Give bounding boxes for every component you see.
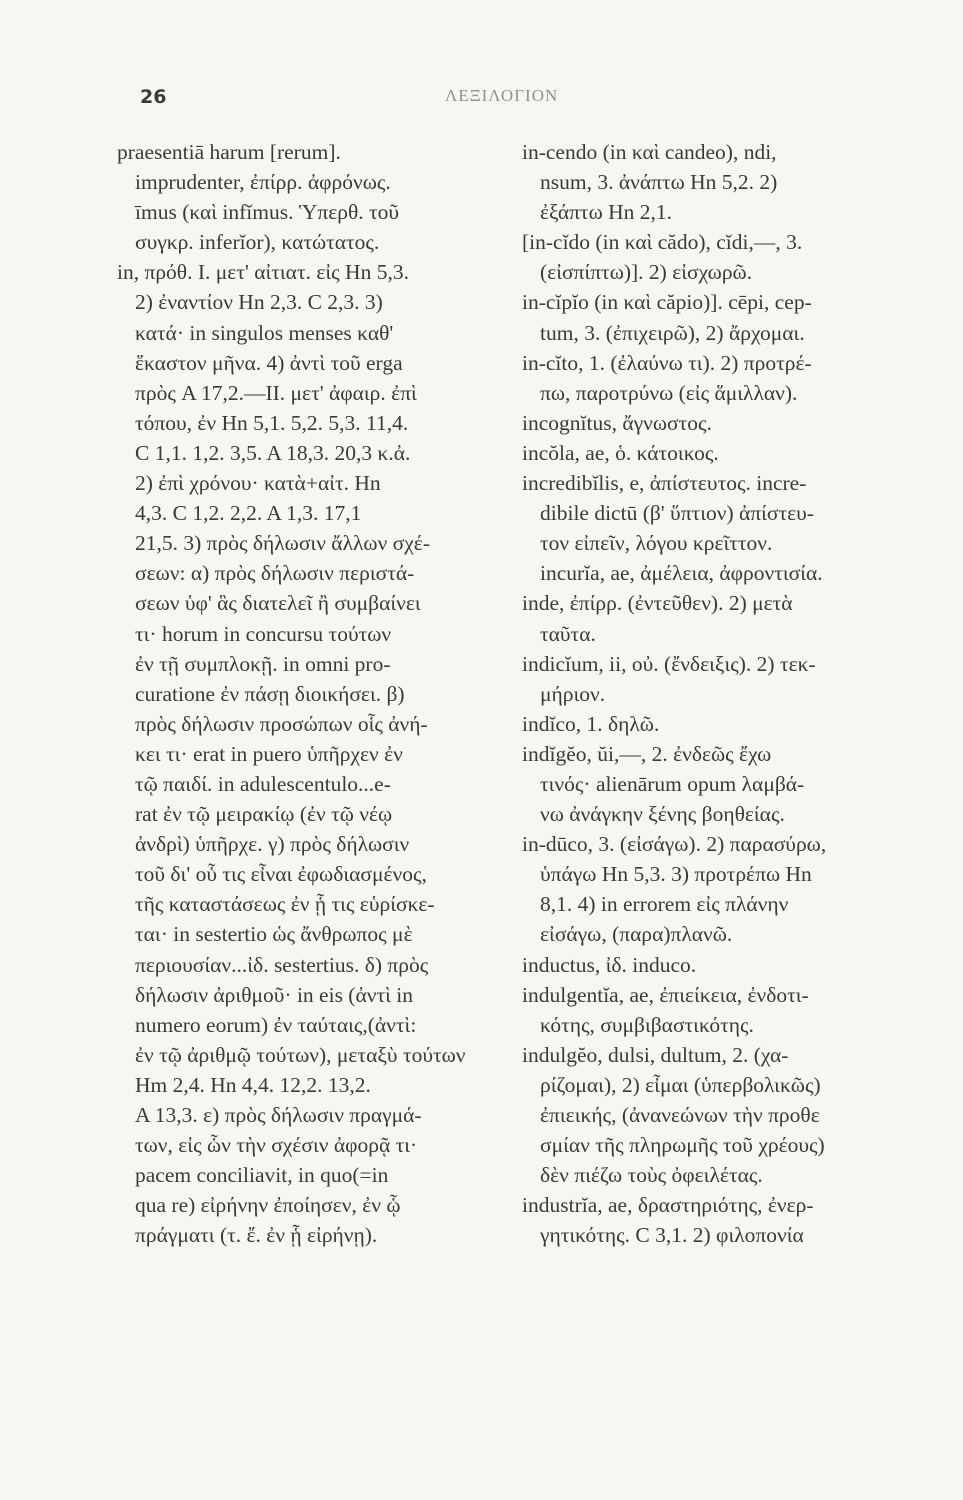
text-line: σεων: α) πρὸς δήλωσιν περιστά-: [135, 561, 415, 586]
text-line: in, πρόθ. I. μετ' αἰτιατ. εἰς Hn 5,3.: [117, 260, 409, 285]
text-line: tum, 3. (ἐπιχειρῶ), 2) ἄρχομαι.: [540, 320, 805, 345]
text-line: τῆς καταστάσεως ἐν ᾗ τις εὑρίσκε-: [135, 892, 435, 917]
text-line: īmus (καὶ infĭmus. Ὑπερθ. τοῦ: [135, 200, 400, 225]
text-line: σεων ὑφ' ἃς διατελεῖ ἢ συμβαίνει: [135, 591, 421, 616]
text-line: (εἰσπίπτω)]. 2) εἰσχωρῶ.: [540, 260, 753, 285]
text-line: qua re) εἰρήνην ἐποίησεν, ἐν ᾧ: [135, 1193, 401, 1218]
text-line: nsum, 3. ἀνάπτω Hn 5,2. 2): [540, 170, 778, 195]
text-line: τοῦ δι' οὗ τις εἶναι ἐφωδιασμένος,: [135, 862, 427, 887]
text-line: inductus, ἰδ. induco.: [522, 952, 697, 977]
text-line: ἐν τῷ ἀριθμῷ τούτων), μεταξὺ τούτων: [135, 1042, 466, 1067]
text-line: imprudenter, ἐπίρρ. ἀφρόνως.: [135, 170, 391, 195]
text-line: ρίζομαι), 2) εἶμαι (ὑπερβολικῶς): [540, 1072, 821, 1097]
text-line: in-cĭto, 1. (ἐλαύνω τι). 2) προτρέ-: [522, 350, 812, 375]
text-line: in-cĭpĭo (in καὶ căpio)]. cēpi, cep-: [522, 290, 812, 315]
page-number: 26: [140, 86, 167, 108]
text-line: κότης, συμβιβαστικότης.: [540, 1012, 754, 1037]
text-line: 2) ἐπὶ χρόνου· κατὰ+αἰτ. Hn: [135, 471, 381, 496]
text-line: [in-cĭdo (in καὶ cădo), cĭdi,—, 3.: [522, 230, 803, 255]
text-line: indĭco, 1. δηλῶ.: [522, 711, 660, 736]
text-line: τινός· alienārum opum λαμβά-: [540, 771, 805, 796]
text-line: 8,1. 4) in errorem εἰς πλάνην: [540, 892, 789, 917]
text-line: των, εἰς ὧν τὴν σχέσιν ἀφορᾷ τι·: [135, 1133, 418, 1158]
text-line: indulgentĭa, ae, ἐπιείκεια, ἐνδοτι-: [522, 982, 809, 1007]
text-line: incurĭa, ae, ἀμέλεια, ἀφροντισία.: [540, 561, 823, 586]
text-line: γητικότης. C 3,1. 2) φιλοπονία: [540, 1223, 804, 1248]
text-line: ὑπάγω Hn 5,3. 3) προτρέπω Hn: [540, 862, 812, 887]
text-line: πρὸς A 17,2.—II. μετ' ἀφαιρ. ἐπὶ: [135, 380, 417, 405]
text-line: industrĭa, ae, δραστηριότης, ἐνερ-: [522, 1193, 814, 1218]
text-line: A 13,3. ε) πρὸς δήλωσιν πραγμά-: [135, 1103, 422, 1127]
text-line: indĭgĕo, ŭi,—, 2. ἐνδεῶς ἔχω: [522, 741, 772, 766]
text-line: δήλωσιν ἀριθμοῦ· in eis (ἀντὶ in: [135, 982, 413, 1007]
text-line: νω ἀνάγκην ξένης βοηθείας.: [540, 802, 785, 827]
right-column: [522, 137, 918, 1250]
text-line: τῷ παιδί. in adulescentulo...e-: [135, 771, 391, 796]
text-line: τι· horum in concursu τούτων: [135, 621, 392, 646]
text-line: ἕκαστον μῆνα. 4) ἀντὶ τοῦ erga: [135, 350, 403, 375]
text-line: κει τι· erat in puero ὑπῆρχεν ἐν: [135, 741, 403, 766]
text-line: rat ἐν τῷ μειρακίῳ (ἐν τῷ νέῳ: [135, 802, 393, 827]
text-line: inde, ἐπίρρ. (ἐντεῦθεν). 2) μετὰ: [522, 591, 793, 616]
text-line: ἀνδρὶ) ὑπῆρχε. γ) πρὸς δήλωσιν: [135, 832, 410, 857]
text-line: πράγματι (τ. ἔ. ἐν ᾗ εἰρήνῃ).: [135, 1223, 378, 1248]
text-line: indicĭum, ii, οὐ. (ἔνδειξις). 2) τεκ-: [522, 651, 816, 676]
text-line: in-cendo (in καὶ candeo), ndi,: [522, 140, 777, 164]
text-line: praesentiā harum [rerum].: [117, 140, 341, 164]
text-line: κατά· in singulos menses καθ': [135, 320, 394, 345]
text-line: ἐξάπτω Hn 2,1.: [540, 200, 673, 225]
text-line: indulgĕo, dulsi, dultum, 2. (χα-: [522, 1042, 789, 1067]
text-line: σμίαν τῆς πληρωμῆς τοῦ χρέους): [540, 1133, 825, 1158]
text-line: 2) ἐναντίον Hn 2,3. C 2,3. 3): [135, 290, 383, 315]
text-line: δὲν πιέζω τοὺς ὀφειλέτας.: [540, 1163, 763, 1188]
page-header: [140, 86, 843, 116]
text-line: Hm 2,4. Hn 4,4. 12,2. 13,2.: [135, 1072, 371, 1097]
text-line: 4,3. C 1,2. 2,2. A 1,3. 17,1: [135, 501, 362, 526]
text-line: πρὸς δήλωσιν προσώπων οἷς ἀνή-: [135, 711, 428, 736]
text-line: ταῦτα.: [540, 621, 596, 646]
text-line: περιουσίαν...ἰδ. sestertius. δ) πρὸς: [135, 952, 429, 977]
text-line: incognĭtus, ἄγνωστος.: [522, 410, 712, 435]
running-title: ΛΕΞΙΛΟΓΙΟΝ: [445, 86, 559, 105]
text-line: τόπου, ἐν Hn 5,1. 5,2. 5,3. 11,4.: [135, 410, 409, 435]
left-column: [117, 137, 509, 1250]
text-line: 21,5. 3) πρὸς δήλωσιν ἄλλων σχέ-: [135, 531, 430, 556]
text-line: numero eorum) ἐν ταύταις,(ἀντὶ:: [135, 1012, 417, 1037]
text-line: ἐπιεικής, (ἀνανεώνων τὴν προθε: [540, 1103, 820, 1127]
text-line: ται· in sestertio ὡς ἄνθρωπος μὲ: [135, 922, 413, 947]
text-line: μήριον.: [540, 681, 606, 706]
text-line: ἐν τῇ συμπλοκῇ. in omni pro-: [135, 651, 391, 676]
text-line: pacem conciliavit, in quo(=in: [135, 1163, 389, 1188]
text-line: εἰσάγω, (παρα)πλανῶ.: [540, 922, 733, 947]
text-line: τον εἰπεῖν, λόγου κρεῖττον.: [540, 531, 773, 556]
text-line: incredibĭlis, e, ἀπίστευτος. incre-: [522, 471, 807, 496]
text-line: συγκρ. inferĭor), κατώτατος.: [135, 230, 380, 255]
text-line: C 1,1. 1,2. 3,5. A 18,3. 20,3 κ.ἀ.: [135, 440, 411, 465]
text-line: incŏla, ae, ὁ. κάτοικος.: [522, 440, 719, 465]
text-line: in-dūco, 3. (εἰσάγω). 2) παρασύρω,: [522, 832, 827, 857]
text-line: πω, παροτρύνω (εἰς ἅμιλλαν).: [540, 380, 798, 405]
text-line: curatione ἐν πάσῃ διοικήσει. β): [135, 681, 405, 706]
text-line: dibile dictū (β' ὕπτιον) ἀπίστευ-: [540, 501, 814, 526]
